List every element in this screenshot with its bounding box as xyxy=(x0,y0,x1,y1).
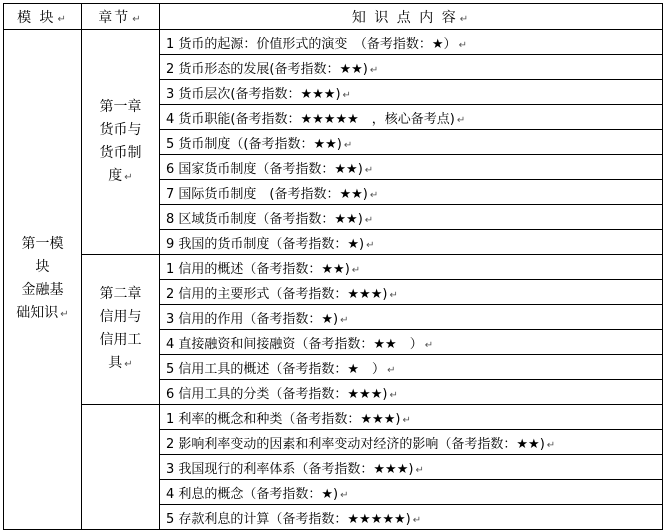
chapter-line-text: 第二章 xyxy=(99,286,142,302)
topic-cell xyxy=(160,380,663,405)
topic-cell xyxy=(160,305,663,330)
topic-text: 4 利息的概念（备考指数：★) xyxy=(166,486,339,502)
topic-cell xyxy=(160,55,663,80)
topic-text: 7 国际货币制度 (备考指数：★★) xyxy=(166,186,368,202)
chapter-line xyxy=(82,352,159,376)
paragraph-mark: ↵ xyxy=(340,489,349,501)
topic-text: 5 存款利息的计算（备考指数：★★★★★) xyxy=(166,511,411,527)
paragraph-mark: ↵ xyxy=(60,309,69,320)
paragraph-mark: ↵ xyxy=(415,464,424,476)
topic-text: 6 信用工具的分类（备考指数：★★★) xyxy=(166,386,388,402)
topic-cell xyxy=(160,430,663,455)
knowledge-table xyxy=(3,3,663,530)
chapter-line-text: 货币制 xyxy=(99,144,142,161)
topic-cell xyxy=(160,155,663,180)
table-row xyxy=(4,255,663,280)
header-row xyxy=(4,4,663,30)
topic-text: 6 国家货币制度（备考指数：★★) xyxy=(166,161,363,177)
paragraph-mark: ↵ xyxy=(366,239,375,251)
chapter-line xyxy=(82,165,159,189)
paragraph-mark: ↵ xyxy=(124,359,133,370)
paragraph-mark: ↵ xyxy=(343,139,353,151)
chapter-line xyxy=(82,283,159,306)
chapter-line xyxy=(82,142,159,165)
chapter-line-text: 信用工 xyxy=(99,332,142,348)
paragraph-mark: ↵ xyxy=(387,364,396,376)
topic-cell xyxy=(160,180,663,205)
topic-text: 3 我国现行的利率体系（备考指数：★★★) xyxy=(166,461,414,477)
topic-text: 8 区域货币制度（备考指数：★★) xyxy=(166,211,363,227)
topic-text: 4 直接融资和间接融资（备考指数：★★ ） xyxy=(166,336,423,352)
chapter-line-text: 货币与 xyxy=(99,121,142,138)
paragraph-mark: ↵ xyxy=(369,189,379,201)
topic-cell xyxy=(160,405,663,430)
topic-text: 9 我国的货币制度（备考指数：★) xyxy=(166,236,365,252)
paragraph-mark: ↵ xyxy=(389,289,398,301)
topic-cell xyxy=(160,105,663,130)
paragraph-mark: ↵ xyxy=(369,64,379,76)
table-row xyxy=(4,405,663,430)
chapter-line xyxy=(82,306,159,329)
topic-cell xyxy=(160,255,663,280)
chapter-line-text: 具 xyxy=(108,355,123,371)
topic-cell xyxy=(160,280,663,305)
paragraph-mark: ↵ xyxy=(456,114,466,126)
topic-cell xyxy=(160,30,663,55)
paragraph-mark: ↵ xyxy=(364,164,374,176)
paragraph-mark: ↵ xyxy=(342,89,351,101)
paragraph-mark: ↵ xyxy=(458,39,467,51)
topic-text: 2 影响利率变动的因素和利率变动对经济的影响（备考指数：★★) xyxy=(166,436,545,452)
module-line: 第一模 xyxy=(21,236,64,252)
chapter-line xyxy=(82,329,159,352)
topic-cell xyxy=(160,205,663,230)
topic-cell xyxy=(160,455,663,480)
topic-cell xyxy=(160,130,663,155)
topic-text: 2 信用的主要形式（备考指数：★★★) xyxy=(166,286,388,302)
chapter-cell-1 xyxy=(82,30,160,255)
header-module: 模 块 ↵ xyxy=(4,4,82,30)
paragraph-mark: ↵ xyxy=(364,214,374,226)
chapter-line xyxy=(82,119,159,142)
paragraph-mark: ↵ xyxy=(351,264,361,276)
topic-text: 4 货币职能(备考指数：★★★★★ ，核心备考点) xyxy=(166,111,455,127)
topic-cell xyxy=(160,505,663,530)
topic-cell xyxy=(160,230,663,255)
paragraph-mark: ↵ xyxy=(546,439,556,451)
paragraph-mark: ↵ xyxy=(340,314,349,326)
paragraph-mark: ↵ xyxy=(124,171,133,183)
table-row xyxy=(4,30,663,55)
topic-text: 2 货币形态的发展(备考指数：★★) xyxy=(166,61,368,77)
paragraph-mark: ↵ xyxy=(412,514,422,526)
topic-text: 5 信用工具的概述（备考指数：★ ） xyxy=(166,361,386,377)
topic-text: 3 货币层次(备考指数：★★★) xyxy=(166,86,341,102)
module-line: 块 xyxy=(35,259,50,275)
chapter-line-text: 第一章 xyxy=(99,98,142,115)
paragraph-mark: ↵ xyxy=(402,414,411,426)
chapter-line-text: 度 xyxy=(108,167,123,184)
topic-cell xyxy=(160,480,663,505)
module-line: 金融基 xyxy=(21,282,64,298)
module-line: 础知识 ↵ xyxy=(16,305,69,321)
chapter-line xyxy=(82,96,159,119)
topic-text: 1 货币的起源：价值形式的演变 （备考指数：★） xyxy=(166,36,457,52)
paragraph-mark: ↵ xyxy=(424,339,434,351)
header-chapter: 章节 ↵ xyxy=(82,4,160,30)
paragraph-mark: ↵ xyxy=(389,389,398,401)
chapter-cell-2 xyxy=(82,255,160,405)
topic-cell xyxy=(160,80,663,105)
module-cell xyxy=(4,30,82,530)
topic-cell xyxy=(160,330,663,355)
topic-cell xyxy=(160,355,663,380)
topic-text: 1 信用的概述（备考指数：★★) xyxy=(166,261,350,277)
header-content: 知 识 点 内 容 ↵ xyxy=(160,4,663,30)
topic-text: 1 利率的概念和种类（备考指数：★★★) xyxy=(166,411,401,427)
topic-text: 5 货币制度（(备考指数：★★) xyxy=(166,136,342,152)
topic-text: 3 信用的作用（备考指数：★) xyxy=(166,311,339,327)
chapter-line-text: 信用与 xyxy=(99,309,142,325)
chapter-cell-3 xyxy=(82,405,160,530)
